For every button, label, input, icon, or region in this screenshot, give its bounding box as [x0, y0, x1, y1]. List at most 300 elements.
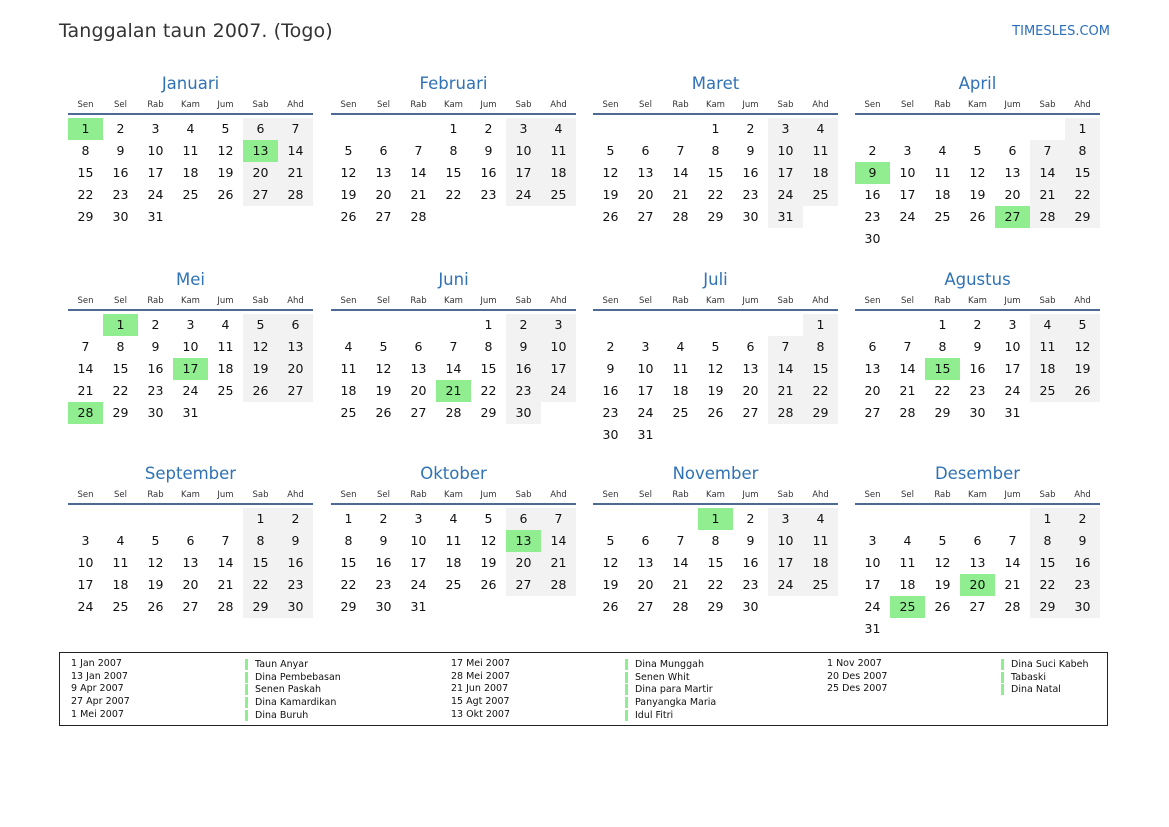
- weekday-label: Kam: [444, 296, 463, 306]
- empty-cell: [855, 314, 890, 336]
- day-cell: 28: [1004, 599, 1021, 614]
- day-cell: 14: [410, 165, 427, 180]
- day-cell: 8: [938, 339, 947, 354]
- weekday-label: Kam: [706, 100, 725, 110]
- weekday-label: Ahd: [812, 490, 829, 500]
- day-cell: 8: [711, 143, 720, 158]
- day-cell: 9: [746, 143, 755, 158]
- empty-cell: [925, 118, 960, 140]
- day-cell: 12: [602, 165, 619, 180]
- day-cell: 10: [768, 530, 803, 552]
- weekday-label: Sel: [377, 296, 390, 306]
- day-cell: 4: [903, 533, 912, 548]
- day-cell: 27: [506, 574, 541, 596]
- holiday-date: 13 Jan 2007: [71, 670, 128, 682]
- month-maret: [593, 73, 838, 228]
- day-cell: 24: [899, 209, 916, 224]
- day-cell: 7: [449, 339, 458, 354]
- day-cell: 4: [449, 511, 458, 526]
- day-cell: 9: [606, 361, 615, 376]
- day-cell: 2: [278, 508, 313, 530]
- day-cell: 28: [1030, 206, 1065, 228]
- day-cell: 10: [147, 143, 164, 158]
- day-cell: 26: [602, 599, 619, 614]
- day-cell: 23: [278, 574, 313, 596]
- day-cell: 12: [602, 555, 619, 570]
- day-cell: 15: [707, 555, 724, 570]
- weekday-label: Sab: [1039, 490, 1056, 500]
- weekday-label: Sel: [901, 100, 914, 110]
- holiday-day-cell: 1: [103, 314, 138, 336]
- day-cell: 28: [217, 599, 234, 614]
- day-cell: 13: [410, 361, 427, 376]
- day-cell: 30: [278, 596, 313, 618]
- day-cell: 18: [803, 162, 838, 184]
- holiday-name: Tabaski: [1001, 672, 1046, 683]
- day-cell: 13: [182, 555, 199, 570]
- day-cell: 22: [480, 383, 497, 398]
- day-cell: 21: [1030, 184, 1065, 206]
- day-cell: 5: [938, 533, 947, 548]
- day-cell: 8: [81, 143, 90, 158]
- holiday-item: [71, 671, 431, 684]
- day-cell: 31: [410, 599, 427, 614]
- day-cell: 26: [147, 599, 164, 614]
- holiday-name: Senen Whit: [625, 672, 690, 683]
- holiday-date: 1 Jan 2007: [71, 658, 122, 669]
- day-cell: 9: [1065, 530, 1100, 552]
- day-cell: 8: [344, 533, 353, 548]
- month-name: Maret: [691, 74, 740, 93]
- holiday-date: 9 Apr 2007: [71, 683, 124, 695]
- empty-cell: [628, 508, 663, 530]
- month-februari: [331, 73, 576, 228]
- day-cell: 13: [969, 555, 986, 570]
- day-cell: 29: [1030, 596, 1065, 618]
- day-cell: 12: [480, 533, 497, 548]
- day-cell: 18: [803, 552, 838, 574]
- day-cell: 1: [803, 314, 838, 336]
- day-cell: 10: [506, 140, 541, 162]
- day-cell: 14: [672, 165, 689, 180]
- day-cell: 19: [147, 577, 164, 592]
- weekday-label: Jum: [1004, 100, 1021, 110]
- day-cell: 17: [147, 165, 164, 180]
- day-cell: 26: [707, 405, 724, 420]
- day-cell: 14: [768, 358, 803, 380]
- day-cell: 27: [278, 380, 313, 402]
- day-cell: 23: [375, 577, 392, 592]
- day-cell: 30: [742, 209, 759, 224]
- day-cell: 12: [217, 143, 234, 158]
- weekday-label: Sel: [377, 490, 390, 500]
- day-cell: 11: [217, 339, 234, 354]
- day-cell: 15: [77, 165, 94, 180]
- weekday-label: Sen: [602, 296, 619, 306]
- day-cell: 25: [445, 577, 462, 592]
- day-cell: 9: [484, 143, 493, 158]
- empty-cell: [960, 118, 995, 140]
- empty-cell: [890, 118, 925, 140]
- empty-cell: [366, 118, 401, 140]
- day-cell: 11: [445, 533, 462, 548]
- day-cell: 5: [379, 339, 388, 354]
- weekday-label: Sen: [340, 490, 357, 500]
- weekday-label: Ahd: [287, 100, 304, 110]
- month-name: Juli: [703, 270, 728, 289]
- empty-cell: [995, 118, 1030, 140]
- month-name: Desember: [934, 464, 1021, 483]
- weekday-label: Ahd: [287, 490, 304, 500]
- day-cell: 28: [672, 209, 689, 224]
- day-cell: 1: [449, 121, 458, 136]
- holiday-item: [451, 658, 811, 671]
- holiday-day-cell: 9: [855, 162, 890, 184]
- day-cell: 18: [541, 162, 576, 184]
- day-cell: 8: [711, 533, 720, 548]
- holiday-item: [827, 683, 1169, 696]
- day-cell: 3: [903, 143, 912, 158]
- day-cell: 23: [506, 380, 541, 402]
- holiday-name: Taun Anyar: [245, 659, 308, 670]
- holiday-name: Dina Pembebasan: [245, 672, 341, 683]
- day-cell: 23: [602, 405, 619, 420]
- holiday-day-cell: 20: [960, 574, 995, 596]
- day-cell: 2: [1065, 508, 1100, 530]
- day-cell: 10: [77, 555, 94, 570]
- weekday-label: Kam: [968, 296, 987, 306]
- day-cell: 9: [973, 339, 982, 354]
- day-cell: 27: [637, 209, 654, 224]
- day-cell: 20: [243, 162, 278, 184]
- day-cell: 18: [899, 577, 916, 592]
- weekday-label: Sel: [901, 296, 914, 306]
- day-cell: 7: [1030, 140, 1065, 162]
- day-cell: 11: [182, 143, 199, 158]
- holiday-column: [71, 658, 431, 721]
- day-cell: 3: [541, 314, 576, 336]
- weekday-label: Ahd: [1074, 100, 1091, 110]
- day-cell: 16: [602, 383, 619, 398]
- day-cell: 26: [602, 209, 619, 224]
- day-cell: 20: [637, 187, 654, 202]
- day-cell: 27: [375, 209, 392, 224]
- day-grid: [68, 115, 313, 228]
- day-cell: 19: [602, 577, 619, 592]
- holiday-date: 1 Mei 2007: [71, 708, 124, 720]
- month-name: September: [144, 464, 237, 483]
- holiday-name: Idul Fitri: [625, 710, 673, 721]
- day-cell: 15: [480, 361, 497, 376]
- month-name: April: [958, 74, 997, 93]
- day-cell: 26: [480, 577, 497, 592]
- day-cell: 13: [637, 555, 654, 570]
- empty-cell: [138, 508, 173, 530]
- day-cell: 21: [410, 187, 427, 202]
- holiday-item: [71, 696, 431, 709]
- day-cell: 12: [707, 361, 724, 376]
- month-juli: [593, 269, 838, 446]
- day-cell: 19: [1065, 358, 1100, 380]
- day-cell: 24: [147, 187, 164, 202]
- day-cell: 11: [1030, 336, 1065, 358]
- day-cell: 25: [803, 574, 838, 596]
- month-name: Mei: [176, 270, 205, 289]
- month-oktober: [331, 463, 576, 618]
- holiday-column: [451, 658, 811, 721]
- day-cell: 16: [147, 361, 164, 376]
- month-name: Oktober: [420, 464, 487, 483]
- weekday-label: Rab: [672, 296, 689, 306]
- day-cell: 1: [711, 121, 720, 136]
- day-cell: 17: [768, 552, 803, 574]
- day-cell: 29: [1065, 206, 1100, 228]
- day-cell: 26: [375, 405, 392, 420]
- empty-cell: [68, 314, 103, 336]
- day-cell: 12: [243, 336, 278, 358]
- weekday-label: Ahd: [550, 490, 567, 500]
- day-cell: 19: [969, 187, 986, 202]
- day-cell: 7: [221, 533, 230, 548]
- day-cell: 30: [147, 405, 164, 420]
- weekday-label: Jum: [480, 296, 497, 306]
- day-cell: 31: [864, 621, 881, 636]
- day-cell: 4: [186, 121, 195, 136]
- day-cell: 22: [445, 187, 462, 202]
- day-cell: 17: [410, 555, 427, 570]
- empty-cell: [698, 314, 733, 336]
- day-cell: 22: [77, 187, 94, 202]
- day-cell: 8: [116, 339, 125, 354]
- holiday-item: [451, 696, 811, 709]
- holiday-name: Dina Buruh: [245, 710, 308, 721]
- weekday-label: Sab: [515, 100, 532, 110]
- day-cell: 23: [112, 187, 129, 202]
- day-cell: 29: [480, 405, 497, 420]
- day-cell: 18: [112, 577, 129, 592]
- empty-cell: [593, 508, 628, 530]
- empty-cell: [593, 314, 628, 336]
- day-cell: 10: [1004, 339, 1021, 354]
- day-cell: 24: [541, 380, 576, 402]
- day-cell: 3: [186, 317, 195, 332]
- holiday-date: 21 Jun 2007: [451, 683, 509, 695]
- day-cell: 5: [711, 339, 720, 354]
- day-cell: 28: [445, 405, 462, 420]
- day-grid: [855, 115, 1100, 250]
- day-cell: 5: [484, 511, 493, 526]
- day-cell: 17: [899, 187, 916, 202]
- weekday-header: [855, 99, 1100, 115]
- day-cell: 7: [768, 336, 803, 358]
- day-cell: 27: [410, 405, 427, 420]
- day-cell: 8: [484, 339, 493, 354]
- weekday-label: Sen: [340, 100, 357, 110]
- day-cell: 11: [899, 555, 916, 570]
- day-cell: 27: [637, 599, 654, 614]
- month-name: Agustus: [944, 270, 1011, 289]
- day-cell: 21: [1004, 577, 1021, 592]
- day-cell: 28: [278, 184, 313, 206]
- empty-cell: [208, 508, 243, 530]
- day-cell: 28: [541, 574, 576, 596]
- day-cell: 25: [541, 184, 576, 206]
- day-cell: 6: [243, 118, 278, 140]
- day-cell: 19: [243, 358, 278, 380]
- weekday-label: Ahd: [812, 100, 829, 110]
- weekday-label: Jum: [480, 490, 497, 500]
- day-cell: 20: [278, 358, 313, 380]
- weekday-label: Jum: [1004, 490, 1021, 500]
- weekday-label: Sel: [114, 490, 127, 500]
- weekday-label: Rab: [934, 490, 951, 500]
- day-cell: 23: [742, 577, 759, 592]
- day-cell: 24: [410, 577, 427, 592]
- weekday-label: Jum: [1004, 296, 1021, 306]
- weekday-label: Kam: [181, 296, 200, 306]
- weekday-label: Sen: [77, 490, 94, 500]
- day-cell: 14: [445, 361, 462, 376]
- day-cell: 15: [340, 555, 357, 570]
- day-cell: 4: [344, 339, 353, 354]
- day-cell: 3: [1008, 317, 1017, 332]
- day-cell: 22: [112, 383, 129, 398]
- day-cell: 31: [637, 427, 654, 442]
- day-cell: 2: [746, 511, 755, 526]
- empty-cell: [960, 508, 995, 530]
- holiday-date: 1 Nov 2007: [827, 658, 882, 669]
- day-cell: 5: [243, 314, 278, 336]
- day-cell: 30: [506, 402, 541, 424]
- weekday-label: Kam: [444, 100, 463, 110]
- holiday-item: [451, 671, 811, 684]
- month-mei: [68, 269, 313, 424]
- empty-cell: [663, 314, 698, 336]
- day-cell: 22: [934, 383, 951, 398]
- weekday-label: Sen: [864, 490, 881, 500]
- day-cell: 29: [77, 209, 94, 224]
- day-cell: 29: [707, 209, 724, 224]
- day-cell: 7: [414, 143, 423, 158]
- day-cell: 7: [903, 339, 912, 354]
- day-cell: 22: [1065, 184, 1100, 206]
- weekday-label: Jum: [217, 100, 234, 110]
- day-cell: 27: [243, 184, 278, 206]
- day-cell: 15: [803, 358, 838, 380]
- day-cell: 11: [340, 361, 357, 376]
- empty-cell: [103, 508, 138, 530]
- day-cell: 11: [934, 165, 951, 180]
- weekday-label: Sab: [777, 100, 794, 110]
- page-title: Tanggalan taun 2007. (Togo): [59, 20, 333, 42]
- day-cell: 4: [676, 339, 685, 354]
- day-cell: 5: [973, 143, 982, 158]
- day-cell: 21: [768, 380, 803, 402]
- day-cell: 20: [742, 383, 759, 398]
- day-cell: 29: [340, 599, 357, 614]
- day-cell: 13: [637, 165, 654, 180]
- weekday-label: Jum: [742, 100, 759, 110]
- day-cell: 8: [1030, 530, 1065, 552]
- day-cell: 20: [864, 383, 881, 398]
- weekday-label: Sab: [515, 296, 532, 306]
- day-cell: 28: [672, 599, 689, 614]
- day-cell: 14: [672, 555, 689, 570]
- day-cell: 4: [221, 317, 230, 332]
- weekday-header: [855, 295, 1100, 311]
- holiday-day-cell: 17: [173, 358, 208, 380]
- weekday-label: Rab: [147, 100, 164, 110]
- day-cell: 16: [506, 358, 541, 380]
- day-cell: 21: [541, 552, 576, 574]
- month-name: Februari: [419, 74, 488, 93]
- day-cell: 25: [182, 187, 199, 202]
- day-cell: 2: [868, 143, 877, 158]
- day-cell: 31: [182, 405, 199, 420]
- empty-cell: [890, 508, 925, 530]
- day-cell: 12: [340, 165, 357, 180]
- holiday-item: [451, 683, 811, 696]
- day-cell: 12: [969, 165, 986, 180]
- day-cell: 12: [147, 555, 164, 570]
- day-cell: 3: [506, 118, 541, 140]
- day-cell: 2: [379, 511, 388, 526]
- day-cell: 20: [375, 187, 392, 202]
- day-cell: 24: [77, 599, 94, 614]
- day-cell: 6: [641, 533, 650, 548]
- day-grid: [855, 505, 1100, 640]
- day-cell: 7: [676, 533, 685, 548]
- holiday-item: [71, 658, 431, 671]
- holiday-day-cell: 27: [995, 206, 1030, 228]
- day-grid: [593, 115, 838, 228]
- weekday-label: Kam: [444, 490, 463, 500]
- day-cell: 9: [746, 533, 755, 548]
- day-cell: 29: [934, 405, 951, 420]
- weekday-label: Sen: [77, 100, 94, 110]
- day-grid: [68, 311, 313, 424]
- day-cell: 16: [278, 552, 313, 574]
- holiday-date: 13 Okt 2007: [451, 708, 511, 720]
- day-cell: 16: [480, 165, 497, 180]
- weekday-label: Ahd: [1074, 490, 1091, 500]
- day-cell: 24: [864, 599, 881, 614]
- holiday-name: Dina Munggah: [625, 659, 704, 670]
- weekday-label: Sel: [639, 490, 652, 500]
- day-cell: 30: [602, 427, 619, 442]
- empty-cell: [68, 508, 103, 530]
- day-cell: 23: [147, 383, 164, 398]
- weekday-label: Kam: [181, 100, 200, 110]
- day-cell: 11: [803, 530, 838, 552]
- day-cell: 16: [742, 555, 759, 570]
- day-cell: 21: [77, 383, 94, 398]
- weekday-label: Sab: [1039, 296, 1056, 306]
- weekday-label: Jum: [742, 296, 759, 306]
- site-link[interactable]: TIMESLES.COM: [1012, 24, 1110, 39]
- day-cell: 14: [278, 140, 313, 162]
- day-cell: 31: [147, 209, 164, 224]
- day-cell: 23: [1065, 574, 1100, 596]
- weekday-label: Rab: [934, 296, 951, 306]
- day-cell: 5: [344, 143, 353, 158]
- day-cell: 17: [1004, 361, 1021, 376]
- empty-cell: [890, 314, 925, 336]
- day-cell: 16: [742, 165, 759, 180]
- day-cell: 22: [1030, 574, 1065, 596]
- day-cell: 2: [606, 339, 615, 354]
- day-cell: 26: [934, 599, 951, 614]
